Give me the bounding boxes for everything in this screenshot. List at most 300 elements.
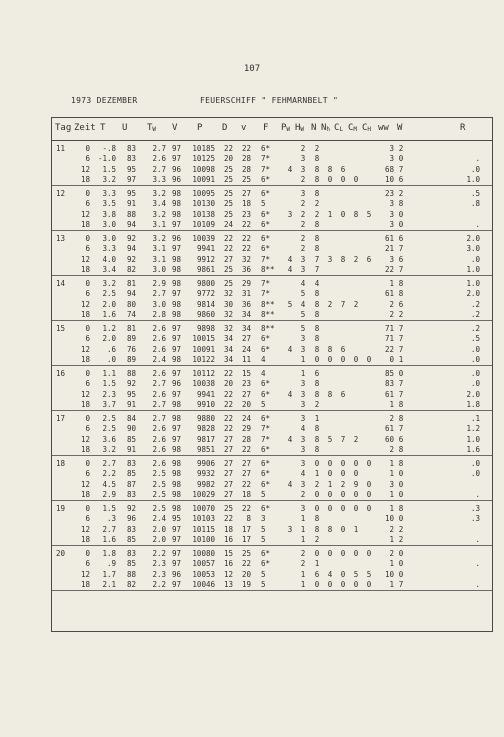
table-row bbox=[52, 525, 492, 535]
cell-cm: 0 bbox=[353, 504, 359, 513]
cell-r: 1.0 bbox=[466, 264, 480, 274]
cell-w: 7 bbox=[398, 344, 404, 354]
cell-cm: 2 bbox=[353, 254, 359, 264]
cell-p: 10091 bbox=[192, 174, 215, 184]
cell-p: 10138 bbox=[192, 209, 215, 219]
cell-t: 3.2 bbox=[102, 279, 116, 288]
cell-u: 91 bbox=[126, 199, 136, 209]
cell-tw: 2.0 bbox=[152, 534, 166, 544]
table-row bbox=[52, 154, 492, 164]
column-header-cm: $C_M$ bbox=[348, 123, 358, 133]
cell-zeit: 0 bbox=[85, 504, 90, 513]
cell-ww: 85 bbox=[384, 369, 394, 378]
column-header-u: U bbox=[122, 123, 128, 133]
cell-zeit: 6 bbox=[85, 514, 90, 524]
cell-ww: 0 bbox=[389, 354, 394, 364]
cell-n: 0 bbox=[314, 549, 320, 558]
cell-u: 85 bbox=[126, 434, 136, 444]
cell-u: 88 bbox=[126, 369, 136, 378]
cell-t: 3.7 bbox=[102, 399, 116, 409]
cell-d: 22 bbox=[223, 414, 233, 423]
cell-ww: 3 bbox=[389, 209, 394, 219]
cell-d: 25 bbox=[223, 164, 233, 174]
cell-cm: 1 bbox=[353, 524, 359, 534]
cell-u: 95 bbox=[126, 389, 136, 399]
cell-u: 89 bbox=[126, 334, 136, 344]
cell-v: 98 bbox=[171, 354, 181, 364]
day-group bbox=[52, 456, 492, 501]
cell-ww: 1 bbox=[389, 489, 394, 499]
table-row bbox=[52, 279, 492, 289]
cell-w: 8 bbox=[398, 199, 404, 209]
cell-hw: 3 bbox=[300, 189, 306, 198]
cell-hw: 5 bbox=[300, 309, 306, 319]
cell-n: 8 bbox=[314, 154, 320, 164]
cell-tw: 2.6 bbox=[152, 459, 166, 468]
cell-vv: 11 bbox=[241, 354, 251, 364]
cell-t: 2.5 bbox=[102, 289, 116, 299]
cell-hw: 3 bbox=[300, 399, 306, 409]
table-row bbox=[52, 435, 492, 445]
cell-v: 98 bbox=[171, 459, 181, 468]
cell-cl: 0 bbox=[340, 489, 346, 499]
cell-zeit: 6 bbox=[85, 424, 90, 434]
cell-zeit: 0 bbox=[85, 189, 90, 198]
cell-p: 9982 bbox=[196, 479, 215, 489]
cell-tw: 2.4 bbox=[152, 354, 166, 364]
cell-d: 25 bbox=[223, 264, 233, 274]
cell-nh: 0 bbox=[327, 459, 333, 468]
cell-p: 9912 bbox=[196, 254, 215, 264]
cell-p: 9880 bbox=[196, 414, 215, 423]
cell-u: 92 bbox=[126, 504, 136, 513]
cell-zeit: 6 bbox=[85, 379, 90, 389]
table-row bbox=[52, 244, 492, 254]
cell-hw: 5 bbox=[300, 324, 306, 333]
cell-f: 6* bbox=[261, 504, 271, 513]
cell-ww: 61 bbox=[384, 424, 394, 434]
cell-hw: 2 bbox=[300, 559, 306, 569]
cell-hw: 1 bbox=[300, 569, 306, 579]
cell-f: 6* bbox=[261, 234, 271, 243]
cell-tag: 16 bbox=[56, 369, 66, 378]
cell-w: 7 bbox=[398, 264, 404, 274]
cell-u: 82 bbox=[126, 264, 136, 274]
cell-f: 5 bbox=[261, 579, 266, 589]
cell-tw: 3.2 bbox=[152, 189, 166, 198]
cell-ww: 10 bbox=[384, 569, 394, 579]
cell-p: 10091 bbox=[192, 344, 215, 354]
cell-w: 8 bbox=[398, 444, 404, 454]
cell-tag: 19 bbox=[56, 504, 66, 513]
table-row bbox=[52, 300, 492, 310]
cell-d: 16 bbox=[223, 534, 233, 544]
cell-f: 7* bbox=[261, 279, 271, 288]
cell-p: 9910 bbox=[196, 399, 215, 409]
cell-zeit: 12 bbox=[80, 209, 90, 219]
cell-f: 6* bbox=[261, 174, 271, 184]
cell-n: 6 bbox=[314, 369, 320, 378]
cell-r: 3.0 bbox=[466, 244, 480, 254]
cell-r: .0 bbox=[470, 344, 480, 354]
cell-r: .5 bbox=[470, 334, 480, 344]
cell-v: 95 bbox=[171, 514, 181, 524]
cell-cm: 0 bbox=[353, 579, 359, 589]
cell-t: 2.0 bbox=[102, 334, 116, 344]
cell-tw: 2.7 bbox=[152, 414, 166, 423]
cell-cl: 0 bbox=[340, 459, 346, 468]
cell-d: 34 bbox=[223, 334, 233, 344]
cell-r: .0 bbox=[470, 459, 480, 468]
cell-d: 22 bbox=[223, 144, 233, 153]
cell-w: 8 bbox=[398, 414, 404, 423]
day-group bbox=[52, 231, 492, 276]
cell-v: 98 bbox=[171, 309, 181, 319]
cell-d: 25 bbox=[223, 209, 233, 219]
cell-ww: 21 bbox=[384, 244, 394, 254]
cell-v: 97 bbox=[171, 289, 181, 299]
cell-f: 7* bbox=[261, 289, 271, 299]
cell-t: 3.6 bbox=[102, 434, 116, 444]
cell-nh: 0 bbox=[327, 504, 333, 513]
cell-hw: 1 bbox=[300, 354, 306, 364]
cell-u: 85 bbox=[126, 559, 136, 569]
cell-tw: 2.6 bbox=[152, 424, 166, 434]
table-row bbox=[52, 514, 492, 524]
cell-ww: 1 bbox=[389, 504, 394, 513]
cell-nh: 0 bbox=[327, 469, 333, 479]
cell-p: 10130 bbox=[192, 199, 215, 209]
cell-tw: 2.7 bbox=[152, 379, 166, 389]
cell-t: 2.2 bbox=[102, 469, 116, 479]
cell-zeit: 0 bbox=[85, 324, 90, 333]
cell-u: 83 bbox=[126, 154, 136, 164]
cell-pw: 4 bbox=[287, 254, 293, 264]
cell-n: 8 bbox=[314, 174, 320, 184]
table-row bbox=[52, 334, 492, 344]
cell-p: 9828 bbox=[196, 424, 215, 434]
cell-t: 1.2 bbox=[102, 324, 116, 333]
cell-tw: 3.2 bbox=[152, 234, 166, 243]
cell-tw: 3.3 bbox=[152, 174, 166, 184]
cell-ch: 5 bbox=[366, 569, 372, 579]
cell-w: 7 bbox=[398, 244, 404, 254]
cell-f: 4 bbox=[261, 369, 266, 378]
cell-u: 83 bbox=[126, 144, 136, 153]
cell-cm: 9 bbox=[353, 479, 359, 489]
cell-d: 32 bbox=[223, 289, 233, 299]
cell-n: 8 bbox=[314, 324, 320, 333]
cell-w: 2 bbox=[398, 534, 404, 544]
cell-r: .0 bbox=[470, 254, 480, 264]
cell-hw: 1 bbox=[300, 579, 306, 589]
cell-u: 81 bbox=[126, 324, 136, 333]
cell-nh: 8 bbox=[327, 344, 333, 354]
cell-d: 20 bbox=[223, 379, 233, 389]
cell-hw: 3 bbox=[300, 459, 306, 468]
cell-ch: 0 bbox=[366, 459, 372, 468]
cell-v: 97 bbox=[171, 144, 181, 153]
cell-u: 83 bbox=[126, 459, 136, 468]
cell-p: 10053 bbox=[192, 569, 215, 579]
cell-f: 8** bbox=[261, 324, 275, 333]
cell-p: 9941 bbox=[196, 244, 215, 254]
cell-v: 98 bbox=[171, 399, 181, 409]
cell-ww: 71 bbox=[384, 334, 394, 344]
cell-u: 96 bbox=[126, 514, 136, 524]
cell-p: 10109 bbox=[192, 219, 215, 229]
cell-p: 9898 bbox=[196, 324, 215, 333]
cell-t: 1.7 bbox=[102, 569, 116, 579]
cell-ch: 0 bbox=[366, 489, 372, 499]
cell-vv: 27 bbox=[241, 389, 251, 399]
cell-u: 97 bbox=[126, 174, 136, 184]
cell-d: 20 bbox=[223, 154, 233, 164]
cell-hw: 2 bbox=[300, 489, 306, 499]
table-row bbox=[52, 390, 492, 400]
cell-hw: 1 bbox=[300, 514, 306, 524]
cell-cl: 6 bbox=[340, 164, 346, 174]
cell-zeit: 12 bbox=[80, 524, 90, 534]
cell-hw: 4 bbox=[300, 469, 306, 479]
cell-vv: 18 bbox=[241, 489, 251, 499]
cell-t: 2.5 bbox=[102, 424, 116, 434]
column-header-tag: Tag bbox=[55, 123, 72, 133]
cell-hw: 2 bbox=[300, 174, 306, 184]
table-row bbox=[52, 414, 492, 424]
cell-tw: 2.6 bbox=[152, 154, 166, 164]
cell-ww: 2 bbox=[389, 549, 394, 558]
cell-f: 8** bbox=[261, 299, 275, 309]
cell-hw: 3 bbox=[300, 434, 306, 444]
cell-d: 22 bbox=[223, 244, 233, 254]
cell-t: .6 bbox=[106, 344, 116, 354]
cell-vv: 20 bbox=[241, 399, 251, 409]
cell-f: 5 bbox=[261, 534, 266, 544]
table-row bbox=[52, 324, 492, 334]
cell-r: .1 bbox=[470, 414, 480, 423]
cell-t: 3.0 bbox=[102, 219, 116, 229]
cell-vv: 27 bbox=[241, 189, 251, 198]
cell-cl: 0 bbox=[340, 354, 346, 364]
cell-zeit: 0 bbox=[85, 459, 90, 468]
cell-zeit: 12 bbox=[80, 344, 90, 354]
table-row bbox=[52, 570, 492, 580]
cell-r: 1.0 bbox=[466, 174, 480, 184]
cell-n: 2 bbox=[314, 144, 320, 153]
column-header-t: T bbox=[100, 123, 106, 133]
cell-vv: 28 bbox=[241, 164, 251, 174]
cell-n: 8 bbox=[314, 344, 320, 354]
cell-t: 2.5 bbox=[102, 414, 116, 423]
cell-zeit: 0 bbox=[85, 144, 90, 153]
cell-tw: 3.4 bbox=[152, 199, 166, 209]
cell-tw: 2.6 bbox=[152, 369, 166, 378]
cell-ww: 3 bbox=[389, 154, 394, 164]
cell-n: 0 bbox=[314, 579, 320, 589]
cell-p: 10098 bbox=[192, 164, 215, 174]
cell-vv: 28 bbox=[241, 154, 251, 164]
cell-d: 32 bbox=[223, 309, 233, 319]
cell-nh: 4 bbox=[327, 569, 333, 579]
cell-u: 83 bbox=[126, 549, 136, 558]
cell-d: 15 bbox=[223, 549, 233, 558]
cell-nh: 0 bbox=[327, 579, 333, 589]
cell-vv: 36 bbox=[241, 264, 251, 274]
cell-w: 7 bbox=[398, 324, 404, 333]
cell-ww: 23 bbox=[384, 189, 394, 198]
cell-r: .0 bbox=[470, 164, 480, 174]
cell-ww: 3 bbox=[389, 219, 394, 229]
cell-p: 9772 bbox=[196, 289, 215, 299]
column-header-ch: $C_H$ bbox=[362, 123, 372, 133]
cell-cm: 0 bbox=[353, 174, 359, 184]
cell-ww: 1 bbox=[389, 559, 394, 569]
cell-u: 76 bbox=[126, 344, 136, 354]
cell-f: 6* bbox=[261, 389, 271, 399]
cell-n: 8 bbox=[314, 234, 320, 243]
cell-vv: 29 bbox=[241, 279, 251, 288]
cell-v: 98 bbox=[171, 254, 181, 264]
cell-vv: 22 bbox=[241, 244, 251, 254]
cell-n: 6 bbox=[314, 569, 320, 579]
cell-d: 22 bbox=[223, 399, 233, 409]
cell-u: 94 bbox=[126, 289, 136, 299]
cell-cl: 8 bbox=[340, 254, 346, 264]
cell-tw: 3.0 bbox=[152, 299, 166, 309]
cell-v: 97 bbox=[171, 424, 181, 434]
cell-w: 0 bbox=[398, 514, 404, 524]
cell-w: 0 bbox=[398, 154, 404, 164]
cell-f: 6* bbox=[261, 469, 271, 479]
cell-zeit: 0 bbox=[85, 414, 90, 423]
cell-v: 97 bbox=[171, 334, 181, 344]
cell-t: 1.8 bbox=[102, 549, 116, 558]
cell-p: 9851 bbox=[196, 444, 215, 454]
cell-d: 27 bbox=[223, 254, 233, 264]
cell-zeit: 6 bbox=[85, 559, 90, 569]
table-row bbox=[52, 144, 492, 154]
cell-u: 89 bbox=[126, 354, 136, 364]
cell-tw: 2.7 bbox=[152, 144, 166, 153]
cell-d: 34 bbox=[223, 354, 233, 364]
cell-n: 2 bbox=[314, 209, 320, 219]
cell-f: 3 bbox=[261, 514, 266, 524]
cell-d: 25 bbox=[223, 279, 233, 288]
cell-vv: 27 bbox=[241, 469, 251, 479]
cell-f: 6* bbox=[261, 549, 271, 558]
cell-f: 6* bbox=[261, 209, 271, 219]
cell-pw: 3 bbox=[287, 524, 293, 534]
cell-t: 1.5 bbox=[102, 379, 116, 389]
table-row bbox=[52, 549, 492, 559]
cell-r: .3 bbox=[470, 514, 480, 524]
column-header-d: D bbox=[222, 123, 228, 133]
cell-vv: 28 bbox=[241, 434, 251, 444]
cell-zeit: 18 bbox=[80, 534, 90, 544]
cell-d: 22 bbox=[223, 514, 233, 524]
cell-tw: 2.5 bbox=[152, 479, 166, 489]
cell-ww: 10 bbox=[384, 514, 394, 524]
cell-pw: 4 bbox=[287, 479, 293, 489]
day-group bbox=[52, 321, 492, 366]
cell-w: 8 bbox=[398, 279, 404, 288]
cell-zeit: 18 bbox=[80, 219, 90, 229]
cell-v: 98 bbox=[171, 209, 181, 219]
cell-p: 9800 bbox=[196, 279, 215, 288]
cell-v: 98 bbox=[171, 469, 181, 479]
cell-r: 1.0 bbox=[466, 434, 480, 444]
cell-n: 8 bbox=[314, 524, 320, 534]
cell-u: 88 bbox=[126, 569, 136, 579]
cell-w: 7 bbox=[398, 389, 404, 399]
cell-zeit: 18 bbox=[80, 354, 90, 364]
cell-t: 1.5 bbox=[102, 504, 116, 513]
cell-cm: 2 bbox=[353, 434, 359, 444]
cell-ww: 22 bbox=[384, 264, 394, 274]
cell-cm: 0 bbox=[353, 459, 359, 468]
cell-nh: 0 bbox=[327, 174, 333, 184]
cell-vv: 29 bbox=[241, 424, 251, 434]
cell-n: 4 bbox=[314, 279, 320, 288]
cell-ww: 2 bbox=[389, 444, 394, 454]
cell-tw: 3.2 bbox=[152, 209, 166, 219]
page-number: 107 bbox=[243, 64, 261, 74]
column-header-tw: $T_W$ bbox=[147, 123, 157, 133]
cell-cm: 8 bbox=[353, 209, 359, 219]
cell-tw: 2.5 bbox=[152, 489, 166, 499]
table-row bbox=[52, 189, 492, 199]
cell-n: 8 bbox=[314, 334, 320, 344]
cell-w: 7 bbox=[398, 379, 404, 389]
cell-d: 27 bbox=[223, 489, 233, 499]
cell-p: 10046 bbox=[192, 579, 215, 589]
cell-w: 6 bbox=[398, 434, 404, 444]
table-row bbox=[52, 490, 492, 500]
column-header-n: N bbox=[311, 123, 317, 133]
cell-n: 8 bbox=[314, 514, 320, 524]
cell-cl: 7 bbox=[340, 299, 346, 309]
cell-cl: 6 bbox=[340, 344, 346, 354]
cell-r: .5 bbox=[470, 189, 480, 198]
cell-v: 98 bbox=[171, 414, 181, 423]
cell-vv: 17 bbox=[241, 534, 251, 544]
cell-v: 96 bbox=[171, 569, 181, 579]
cell-u: 95 bbox=[126, 189, 136, 198]
cell-t: .9 bbox=[106, 559, 116, 569]
cell-r: .0 bbox=[470, 379, 480, 389]
cell-v: 98 bbox=[171, 299, 181, 309]
cell-ww: 22 bbox=[384, 344, 394, 354]
cell-r: .2 bbox=[470, 324, 480, 333]
cell-nh: 8 bbox=[327, 389, 333, 399]
column-header-pw: $P_W$ bbox=[281, 123, 291, 133]
cell-d: 27 bbox=[223, 444, 233, 454]
cell-tw: 3.1 bbox=[152, 219, 166, 229]
cell-v: 98 bbox=[171, 489, 181, 499]
cell-p: 9932 bbox=[196, 469, 215, 479]
cell-vv: 22 bbox=[241, 444, 251, 454]
cell-vv: 22 bbox=[241, 144, 251, 153]
cell-vv: 22 bbox=[241, 234, 251, 243]
cell-vv: 8 bbox=[246, 514, 251, 524]
table-row bbox=[52, 369, 492, 379]
cell-hw: 3 bbox=[300, 154, 306, 164]
cell-v: 97 bbox=[171, 434, 181, 444]
cell-ch: 0 bbox=[366, 504, 372, 513]
cell-ww: 2 bbox=[389, 299, 394, 309]
column-header-row bbox=[52, 118, 492, 141]
